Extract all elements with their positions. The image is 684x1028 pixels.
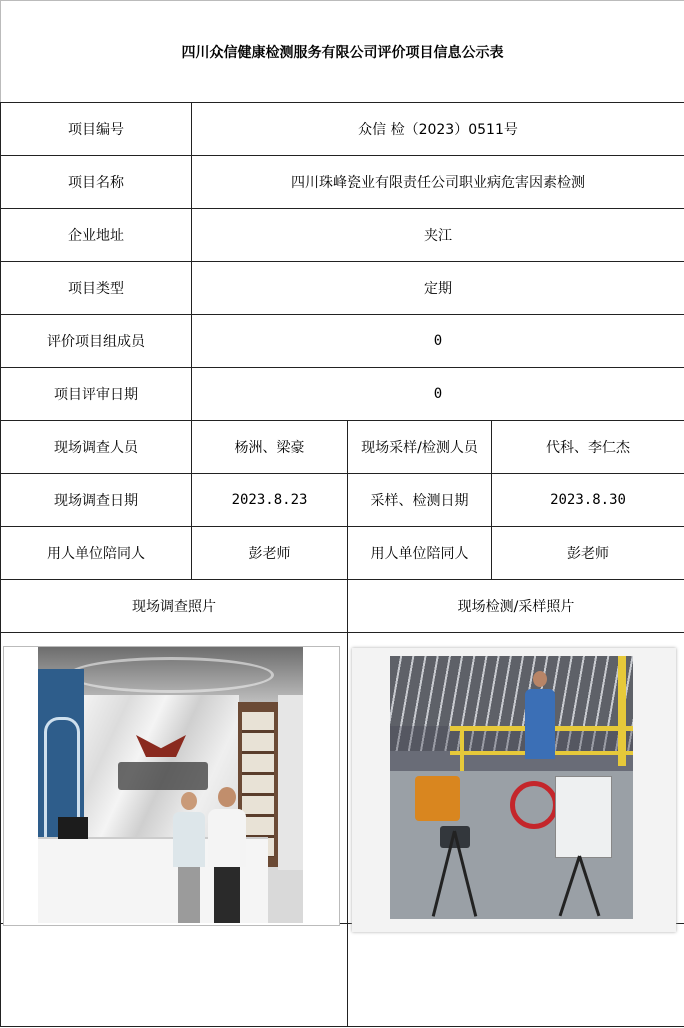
project-type-value: 定期 bbox=[192, 262, 684, 315]
tripod bbox=[435, 831, 475, 919]
sampling-instrument bbox=[555, 776, 612, 858]
person-figure bbox=[208, 787, 246, 923]
team-members-label: 评价项目组成员 bbox=[1, 315, 192, 368]
page-title: 四川众信健康检测服务有限公司评价项目信息公示表 bbox=[1, 1, 684, 103]
survey-date-value: 2023.8.23 bbox=[192, 474, 348, 527]
person-figure bbox=[525, 671, 555, 761]
project-no-label: 项目编号 bbox=[1, 103, 192, 156]
sampling-date-label: 采样、检测日期 bbox=[348, 474, 492, 527]
empty-cell-left bbox=[1, 924, 348, 1027]
review-date-label: 项目评审日期 bbox=[1, 368, 192, 421]
company-address-label: 企业地址 bbox=[1, 209, 192, 262]
sampling-photo bbox=[390, 656, 633, 919]
company-address-value: 夹江 bbox=[192, 209, 684, 262]
survey-photo-frame bbox=[3, 646, 340, 926]
review-date-value: 0 bbox=[192, 368, 684, 421]
survey-photo bbox=[38, 647, 303, 923]
team-members-value: 0 bbox=[192, 315, 684, 368]
project-name-value: 四川珠峰瓷业有限责任公司职业病危害因素检测 bbox=[192, 156, 684, 209]
empty-cell-right bbox=[348, 924, 684, 1027]
survey-date-label: 现场调查日期 bbox=[1, 474, 192, 527]
sampling-staff-value: 代科、李仁杰 bbox=[492, 421, 684, 474]
tripod bbox=[550, 856, 610, 919]
sampling-date-value: 2023.8.30 bbox=[492, 474, 684, 527]
survey-staff-value: 杨洲、梁豪 bbox=[192, 421, 348, 474]
escort2-label: 用人单位陪同人 bbox=[348, 527, 492, 580]
escort-label: 用人单位陪同人 bbox=[1, 527, 192, 580]
sampling-photo-frame bbox=[352, 648, 676, 932]
escort2-value: 彭老师 bbox=[492, 527, 684, 580]
survey-photo-label: 现场调查照片 bbox=[1, 580, 348, 633]
person-figure bbox=[173, 792, 205, 923]
sampling-photo-label: 现场检测/采样照片 bbox=[348, 580, 684, 633]
project-type-label: 项目类型 bbox=[1, 262, 192, 315]
project-no-value: 众信 检（2023）0511号 bbox=[192, 103, 684, 156]
sampling-staff-label: 现场采样/检测人员 bbox=[348, 421, 492, 474]
survey-staff-label: 现场调查人员 bbox=[1, 421, 192, 474]
project-name-label: 项目名称 bbox=[1, 156, 192, 209]
photo-layer bbox=[0, 634, 684, 934]
escort-value: 彭老师 bbox=[192, 527, 348, 580]
